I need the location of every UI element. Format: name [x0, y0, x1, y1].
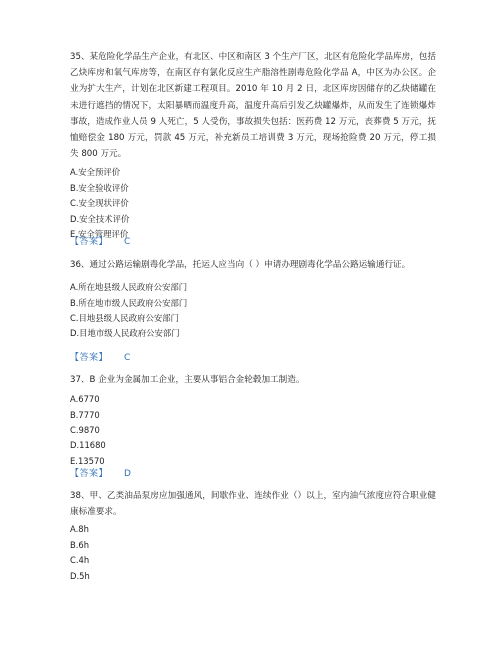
question-38	[70, 488, 436, 584]
answer-line	[70, 350, 131, 363]
option-list	[70, 392, 436, 469]
option-item: B.所在地市级人民政府公安部门	[70, 297, 188, 308]
question-stem: 38、甲、乙类油品泵房应加强通风，间歇作业、连续作业（）以上，室内油气浓度应符合职业健康标准要求。	[70, 491, 436, 518]
question-stem: 36、通过公路运输剧毒化学品，托运人应当向（ ）申请办理剧毒化学品公路运输通行证。	[70, 260, 411, 270]
question-stem: 35、某危险化学品生产企业，有北区、中区和南区 3 个生产厂区，北区有危险化学品库房，包括乙炔库房和氧气库房等，在南区存有氯化反应生产脂溶性剧毒危险化学品 A，中区为办公区。企业为扩大生产，计划在北区新建工程项目。2010 年 10 月 2 日，北区库房因储存的乙炔储罐在未进行遮挡的情况下，太阳暴晒而温度升高，温度升高后引发乙炔罐爆炸，从而发生了连锁爆炸事故，造成作业人员 9 人死亡，5 人受伤，事故损失包括：医药费 12 万元，丧葬费 5 万元，抚恤赔偿金 180 万元，罚款 45 万元，补充新员工培训费 3 万元，现场抢险费 20 万元，停工损失 800 万元。	[70, 52, 436, 160]
option-item: E.13570	[70, 455, 105, 466]
option-item: B.7770	[70, 409, 100, 420]
option-item: C.安全现状评价	[70, 198, 129, 209]
option-item: C.9870	[70, 425, 100, 436]
answer-label: 【答案】	[70, 469, 109, 479]
answer-label: 【答案】	[70, 237, 109, 247]
option-item: E.安全管理评价	[70, 229, 129, 240]
option-item: A.所在地县级人民政府公安部门	[70, 282, 188, 293]
option-item: C.4h	[70, 555, 90, 566]
option-item: D.目地市级人民政府公安部门	[70, 328, 180, 339]
answer-line	[70, 234, 131, 247]
question-37	[70, 372, 436, 469]
answer-value: D	[124, 469, 132, 479]
option-item: D.安全技术评价	[70, 213, 130, 224]
question-35	[70, 49, 436, 242]
option-item: A.6770	[70, 394, 100, 405]
option-item: D.11680	[70, 440, 106, 451]
question-stem: 37、B 企业为金属加工企业，主要从事铝合金轮毂加工制造。	[70, 375, 305, 385]
option-item: A.安全预评价	[70, 167, 121, 178]
option-item: D.5h	[70, 570, 90, 581]
option-item: A.8h	[70, 524, 89, 535]
option-item: C.目地县级人民政府公安部门	[70, 313, 180, 324]
answer-label: 【答案】	[70, 353, 109, 363]
answer-value: C	[124, 237, 131, 247]
option-item: B.安全验收评价	[70, 182, 129, 193]
answer-line	[70, 466, 131, 479]
question-36	[70, 257, 436, 342]
option-list	[70, 522, 436, 584]
answer-value: C	[124, 353, 131, 363]
option-list	[70, 165, 436, 242]
option-item: B.6h	[70, 539, 90, 550]
option-list	[70, 280, 436, 342]
